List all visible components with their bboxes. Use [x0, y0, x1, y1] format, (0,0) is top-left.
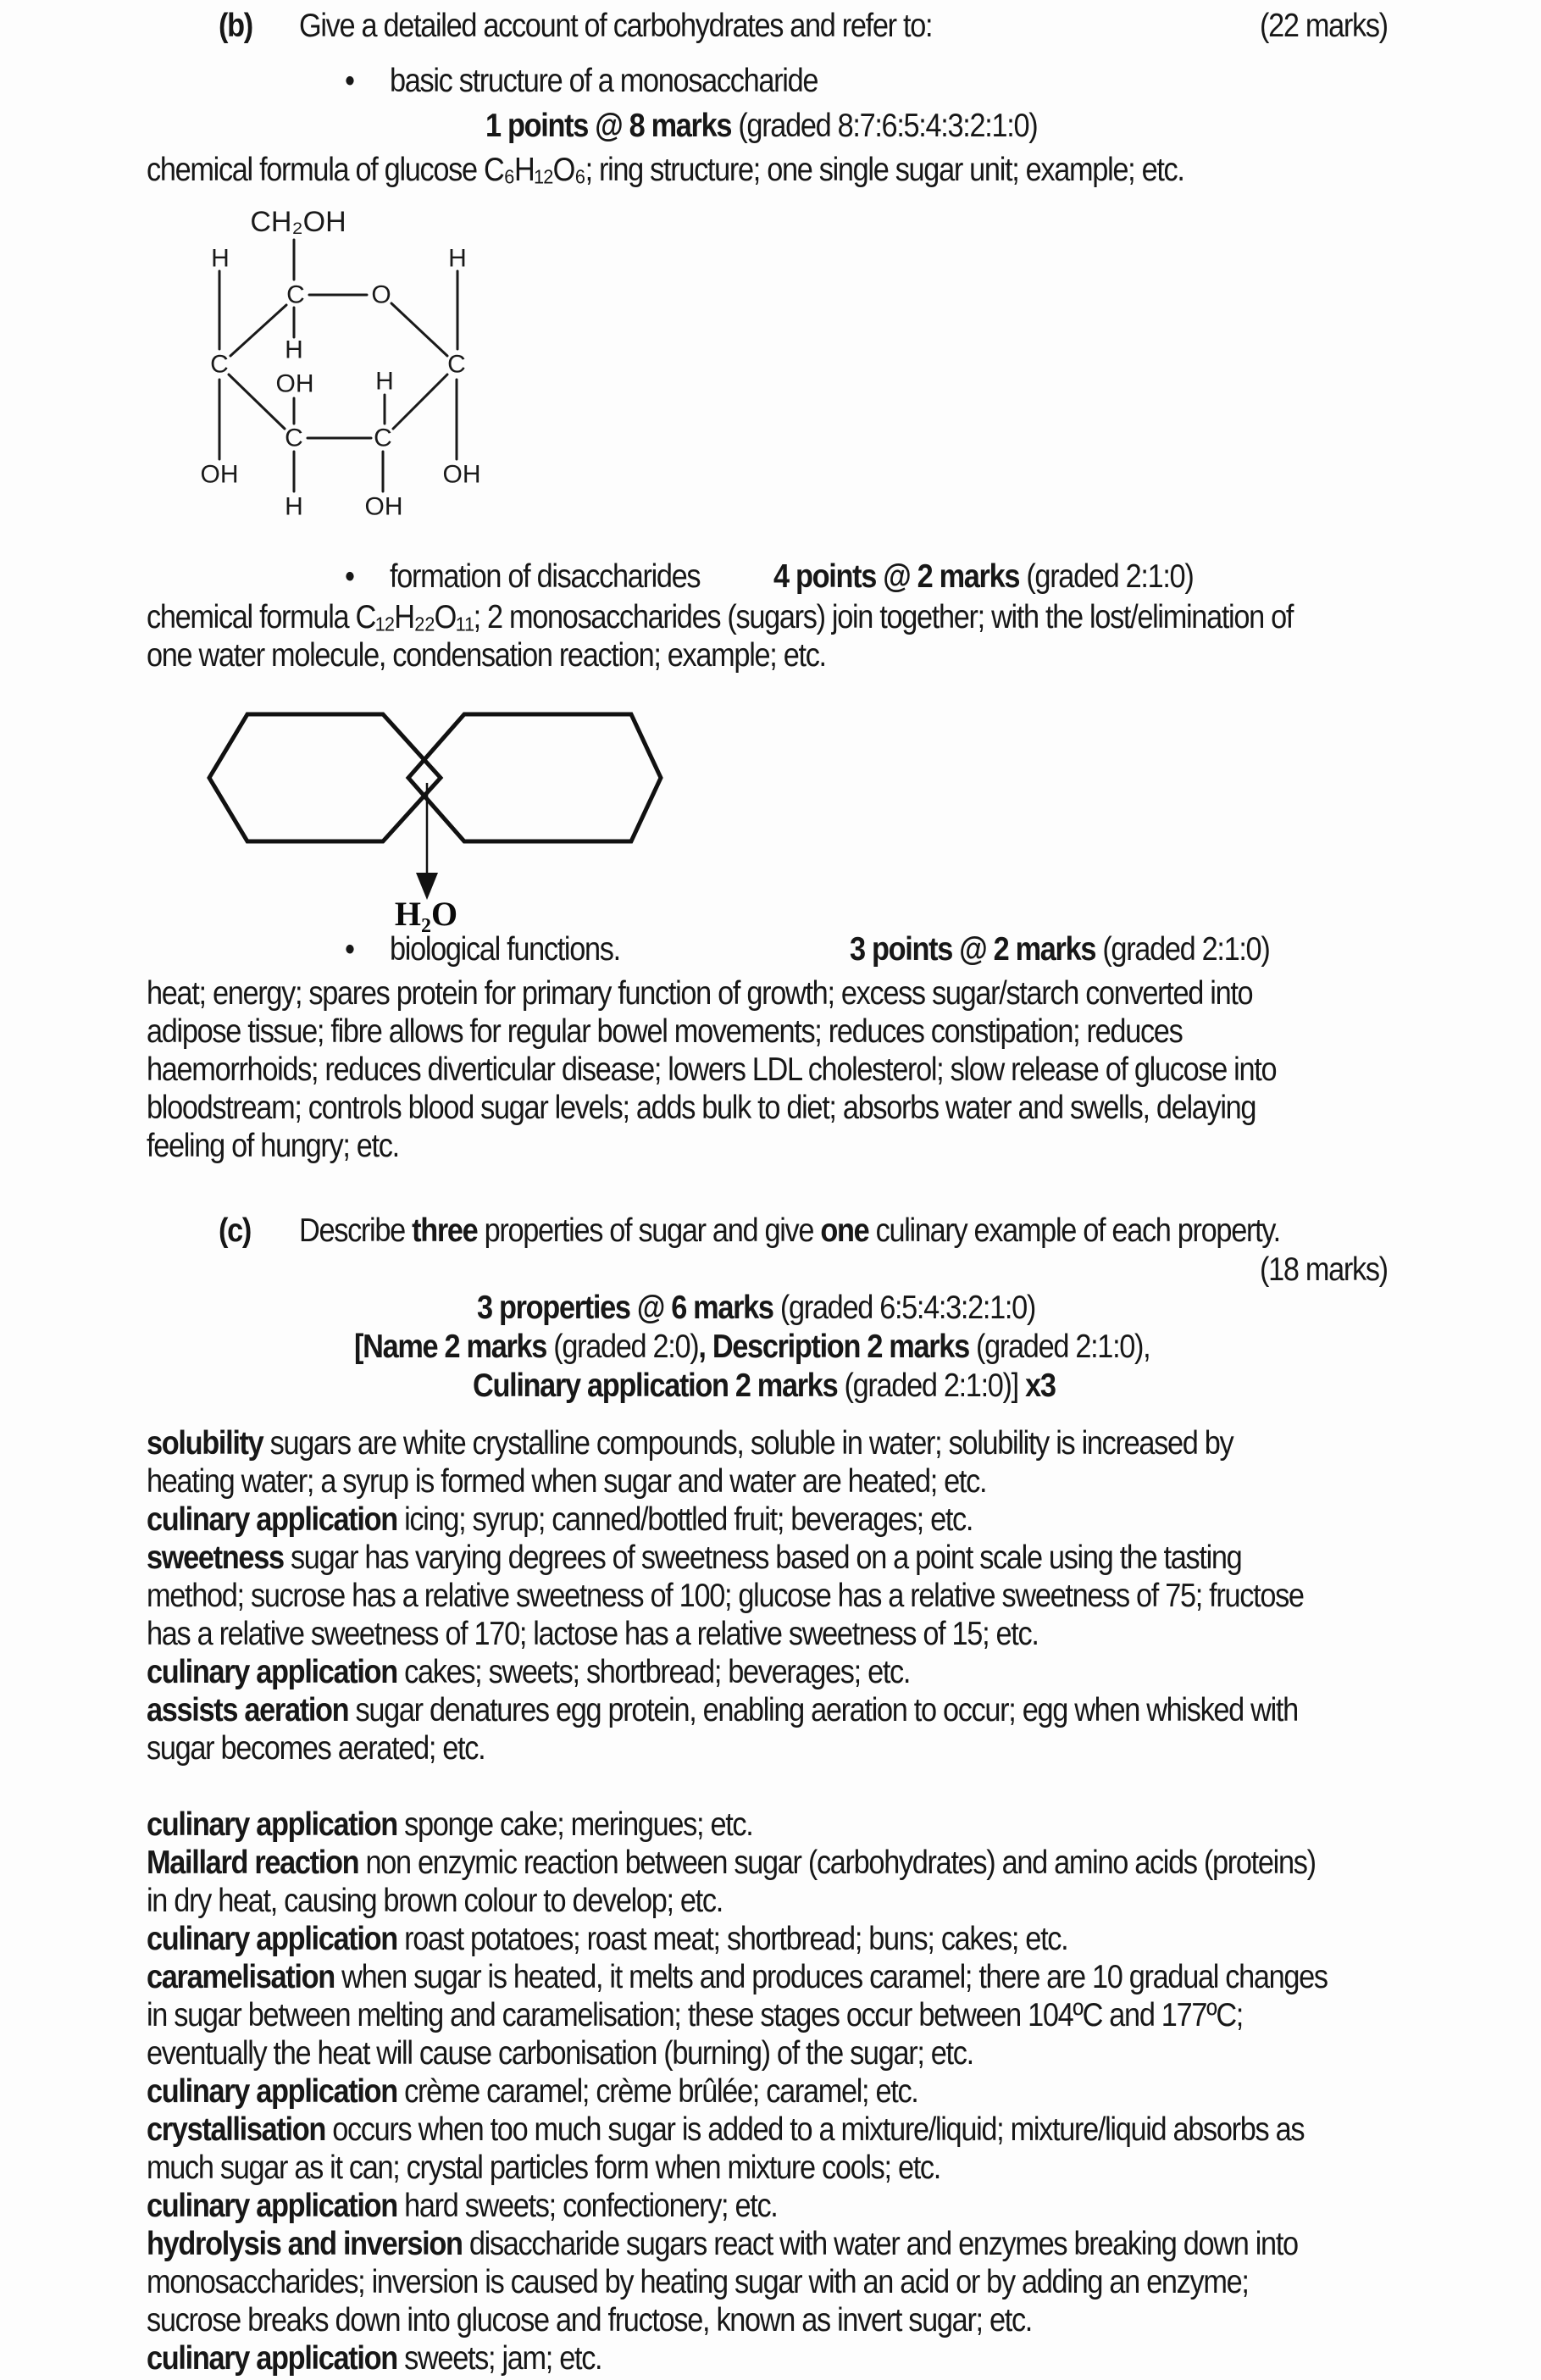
- answer-text: method; sucrose has a relative sweetness of 100; glucose has a relative sweetness of 75; fructose: [147, 1578, 1304, 1614]
- answer-text: caramelisation when sugar is heated, it melts and produces caramel; there are 10 gradual changes: [147, 1959, 1328, 1995]
- question-c-prompt: Describe three properties of sugar and give one culinary example of each property.: [299, 1212, 1280, 1249]
- text-line: [0, 1729, 1541, 1768]
- atom-label: CH₂OH: [250, 206, 346, 238]
- text-line: [0, 1920, 1541, 1959]
- marking-rule: 4 points @ 2 marks (graded 2:1:0): [773, 558, 1194, 595]
- atom-label: H: [375, 367, 394, 396]
- text-line: [0, 2225, 1541, 2264]
- text-line: [0, 1212, 1541, 1251]
- answer-text: crystallisation occurs when too much sugar is added to a mixture/liquid; mixture/liquid absorbs as: [147, 2111, 1305, 2148]
- answer-text: culinary application sponge cake; meringues; etc.: [147, 1806, 753, 1843]
- text-line: [0, 1806, 1541, 1845]
- text-line: [0, 1577, 1541, 1616]
- text-line: [0, 1127, 1541, 1166]
- marking-rule: 3 properties @ 6 marks (graded 6:5:4:3:2:1:0): [477, 1290, 1035, 1326]
- atom-label: C: [374, 424, 392, 452]
- text-line: [0, 558, 1541, 596]
- answer-text: sweetness sugar has varying degrees of sweetness based on a point scale using the tasting: [147, 1540, 1242, 1576]
- atom-label: OH: [200, 460, 239, 489]
- atom-label: OH: [364, 492, 403, 521]
- answer-text: solubility sugars are white crystalline compounds, soluble in water; solubility is increased by: [147, 1425, 1233, 1462]
- text-line: [0, 1367, 1541, 1406]
- answer-text: eventually the heat will cause carbonisation (burning) of the sugar; etc.: [147, 2035, 973, 2072]
- answer-text: assists aeration sugar denatures egg protein, enabling aeration to occur; egg when whisked with: [147, 1692, 1298, 1728]
- answer-text: bloodstream; controls blood sugar levels; adds bulk to diet; absorbs water and swells, delaying: [147, 1090, 1256, 1126]
- text-line: [0, 2072, 1541, 2111]
- answer-text: chemical formula C₁₂H₂₂O₁₁; 2 monosaccharides (sugars) join together; with the lost/elimination of: [147, 599, 1294, 635]
- text-line: [0, 2149, 1541, 2188]
- answer-text: culinary application hard sweets; confectionery; etc.: [147, 2188, 778, 2224]
- answer-text: culinary application crème caramel; crème brûlée; caramel; etc.: [147, 2073, 918, 2110]
- answer-text: adipose tissue; fibre allows for regular bowel movements; reduces constipation; reduces: [147, 1013, 1183, 1050]
- marking-rule: Culinary application 2 marks (graded 2:1:0)] x3: [473, 1368, 1056, 1404]
- marking-rule: [Name 2 marks (graded 2:0), Description 2 marks (graded 2:1:0),: [354, 1329, 1150, 1365]
- answer-text: in sugar between melting and caramelisation; these stages occur between 104ºC and 177ºC;: [147, 1997, 1243, 2033]
- text-line: [0, 1501, 1541, 1540]
- text-line: [0, 598, 1541, 637]
- answer-text: much sugar as it can; crystal particles form when mixture cools; etc.: [147, 2150, 940, 2186]
- answer-text: heat; energy; spares protein for primary function of growth; excess sugar/starch converted into: [147, 975, 1253, 1012]
- text-line: [0, 2339, 1541, 2378]
- question-b-label: (b): [219, 8, 252, 44]
- text-line: [0, 1424, 1541, 1463]
- question-b-prompt: Give a detailed account of carbohydrates and refer to:: [299, 8, 933, 44]
- answer-text: sucrose breaks down into glucose and fructose, known as invert sugar; etc.: [147, 2302, 1033, 2338]
- answer-text: one water molecule, condensation reaction; example; etc.: [147, 637, 826, 674]
- answer-text: monosaccharides; inversion is caused by heating sugar with an acid or by adding an enzyme;: [147, 2264, 1249, 2300]
- atom-label: H: [285, 336, 303, 364]
- text-line: [0, 1462, 1541, 1501]
- atom-label: H: [211, 244, 230, 273]
- text-line: [0, 62, 1541, 101]
- answer-text: culinary application sweets; jam; etc.: [147, 2340, 602, 2377]
- text-line: [0, 1653, 1541, 1692]
- answer-text: sugar becomes aerated; etc.: [147, 1730, 485, 1767]
- answer-text: culinary application roast potatoes; roast meat; shortbread; buns; cakes; etc.: [147, 1921, 1068, 1957]
- bullet-dot: •: [345, 931, 354, 968]
- atom-label: C: [447, 350, 466, 379]
- text-line: [0, 1996, 1541, 2035]
- marking-rule: 1 points @ 8 marks (graded 8:7:6:5:4:3:2:1:0): [485, 108, 1038, 144]
- text-line: [0, 636, 1541, 675]
- text-line: [0, 1012, 1541, 1051]
- atom-label: C: [285, 424, 303, 452]
- question-c-label: (c): [219, 1212, 251, 1249]
- atom-label: H: [285, 492, 303, 521]
- bullet-item-biological-functions: biological functions.: [390, 931, 620, 968]
- bullet-item-monosaccharide: basic structure of a monosaccharide: [390, 63, 818, 99]
- text-line: [0, 2187, 1541, 2226]
- text-line: [0, 1691, 1541, 1730]
- text-line: [0, 974, 1541, 1013]
- text-line: [0, 2034, 1541, 2073]
- atom-label: H: [448, 244, 467, 273]
- text-line: [0, 930, 1541, 969]
- answer-text: culinary application icing; syrup; canned/bottled fruit; beverages; etc.: [147, 1501, 973, 1538]
- bullet-item-disaccharides: formation of disaccharides: [390, 558, 701, 595]
- text-line: [0, 2263, 1541, 2302]
- question-c-marks: (18 marks): [1260, 1251, 1388, 1288]
- text-line: [0, 1844, 1541, 1883]
- text-line: [0, 1289, 1541, 1328]
- answer-text: culinary application cakes; sweets; shortbread; beverages; etc.: [147, 1654, 911, 1690]
- marking-rule: 3 points @ 2 marks (graded 2:1:0): [850, 931, 1270, 968]
- text-line: [0, 1882, 1541, 1921]
- answer-text: heating water; a syrup is formed when sugar and water are heated; etc.: [147, 1463, 987, 1500]
- atom-label: O: [371, 280, 391, 309]
- text-line: [0, 2301, 1541, 2340]
- text-line: [0, 107, 1541, 146]
- atom-label: OH: [275, 369, 314, 398]
- bullet-dot: •: [345, 63, 354, 99]
- text-line: [0, 1251, 1541, 1290]
- answer-text: feeling of hungry; etc.: [147, 1128, 399, 1164]
- answer-text: hydrolysis and inversion disaccharide sugars react with water and enzymes breaking down into: [147, 2226, 1298, 2262]
- text-line: [0, 2111, 1541, 2150]
- text-line: [0, 1089, 1541, 1128]
- question-b-marks: (22 marks): [1260, 8, 1388, 44]
- text-line: [0, 1539, 1541, 1578]
- answer-text: Maillard reaction non enzymic reaction between sugar (carbohydrates) and amino acids (proteins): [147, 1845, 1316, 1881]
- atom-label: C: [286, 280, 305, 309]
- text-line: [0, 1958, 1541, 1997]
- atom-label: OH: [442, 460, 481, 489]
- answer-text: in dry heat, causing brown colour to develop; etc.: [147, 1883, 723, 1919]
- text-line: [0, 1615, 1541, 1654]
- text-line: [0, 1328, 1541, 1367]
- water-molecule-label: H₂O: [394, 895, 458, 933]
- answer-text: chemical formula of glucose C₆H₁₂O₆; ring structure; one single sugar unit; example; etc.: [147, 152, 1184, 188]
- answer-text: haemorrhoids; reduces diverticular disease; lowers LDL cholesterol; slow release of glucose into: [147, 1051, 1277, 1088]
- atom-label: C: [210, 350, 229, 379]
- text-line: [0, 1051, 1541, 1090]
- text-line: [0, 7, 1541, 46]
- answer-text: has a relative sweetness of 170; lactose has a relative sweetness of 15; etc.: [147, 1616, 1039, 1652]
- text-line: [0, 151, 1541, 190]
- bullet-dot: •: [345, 558, 354, 595]
